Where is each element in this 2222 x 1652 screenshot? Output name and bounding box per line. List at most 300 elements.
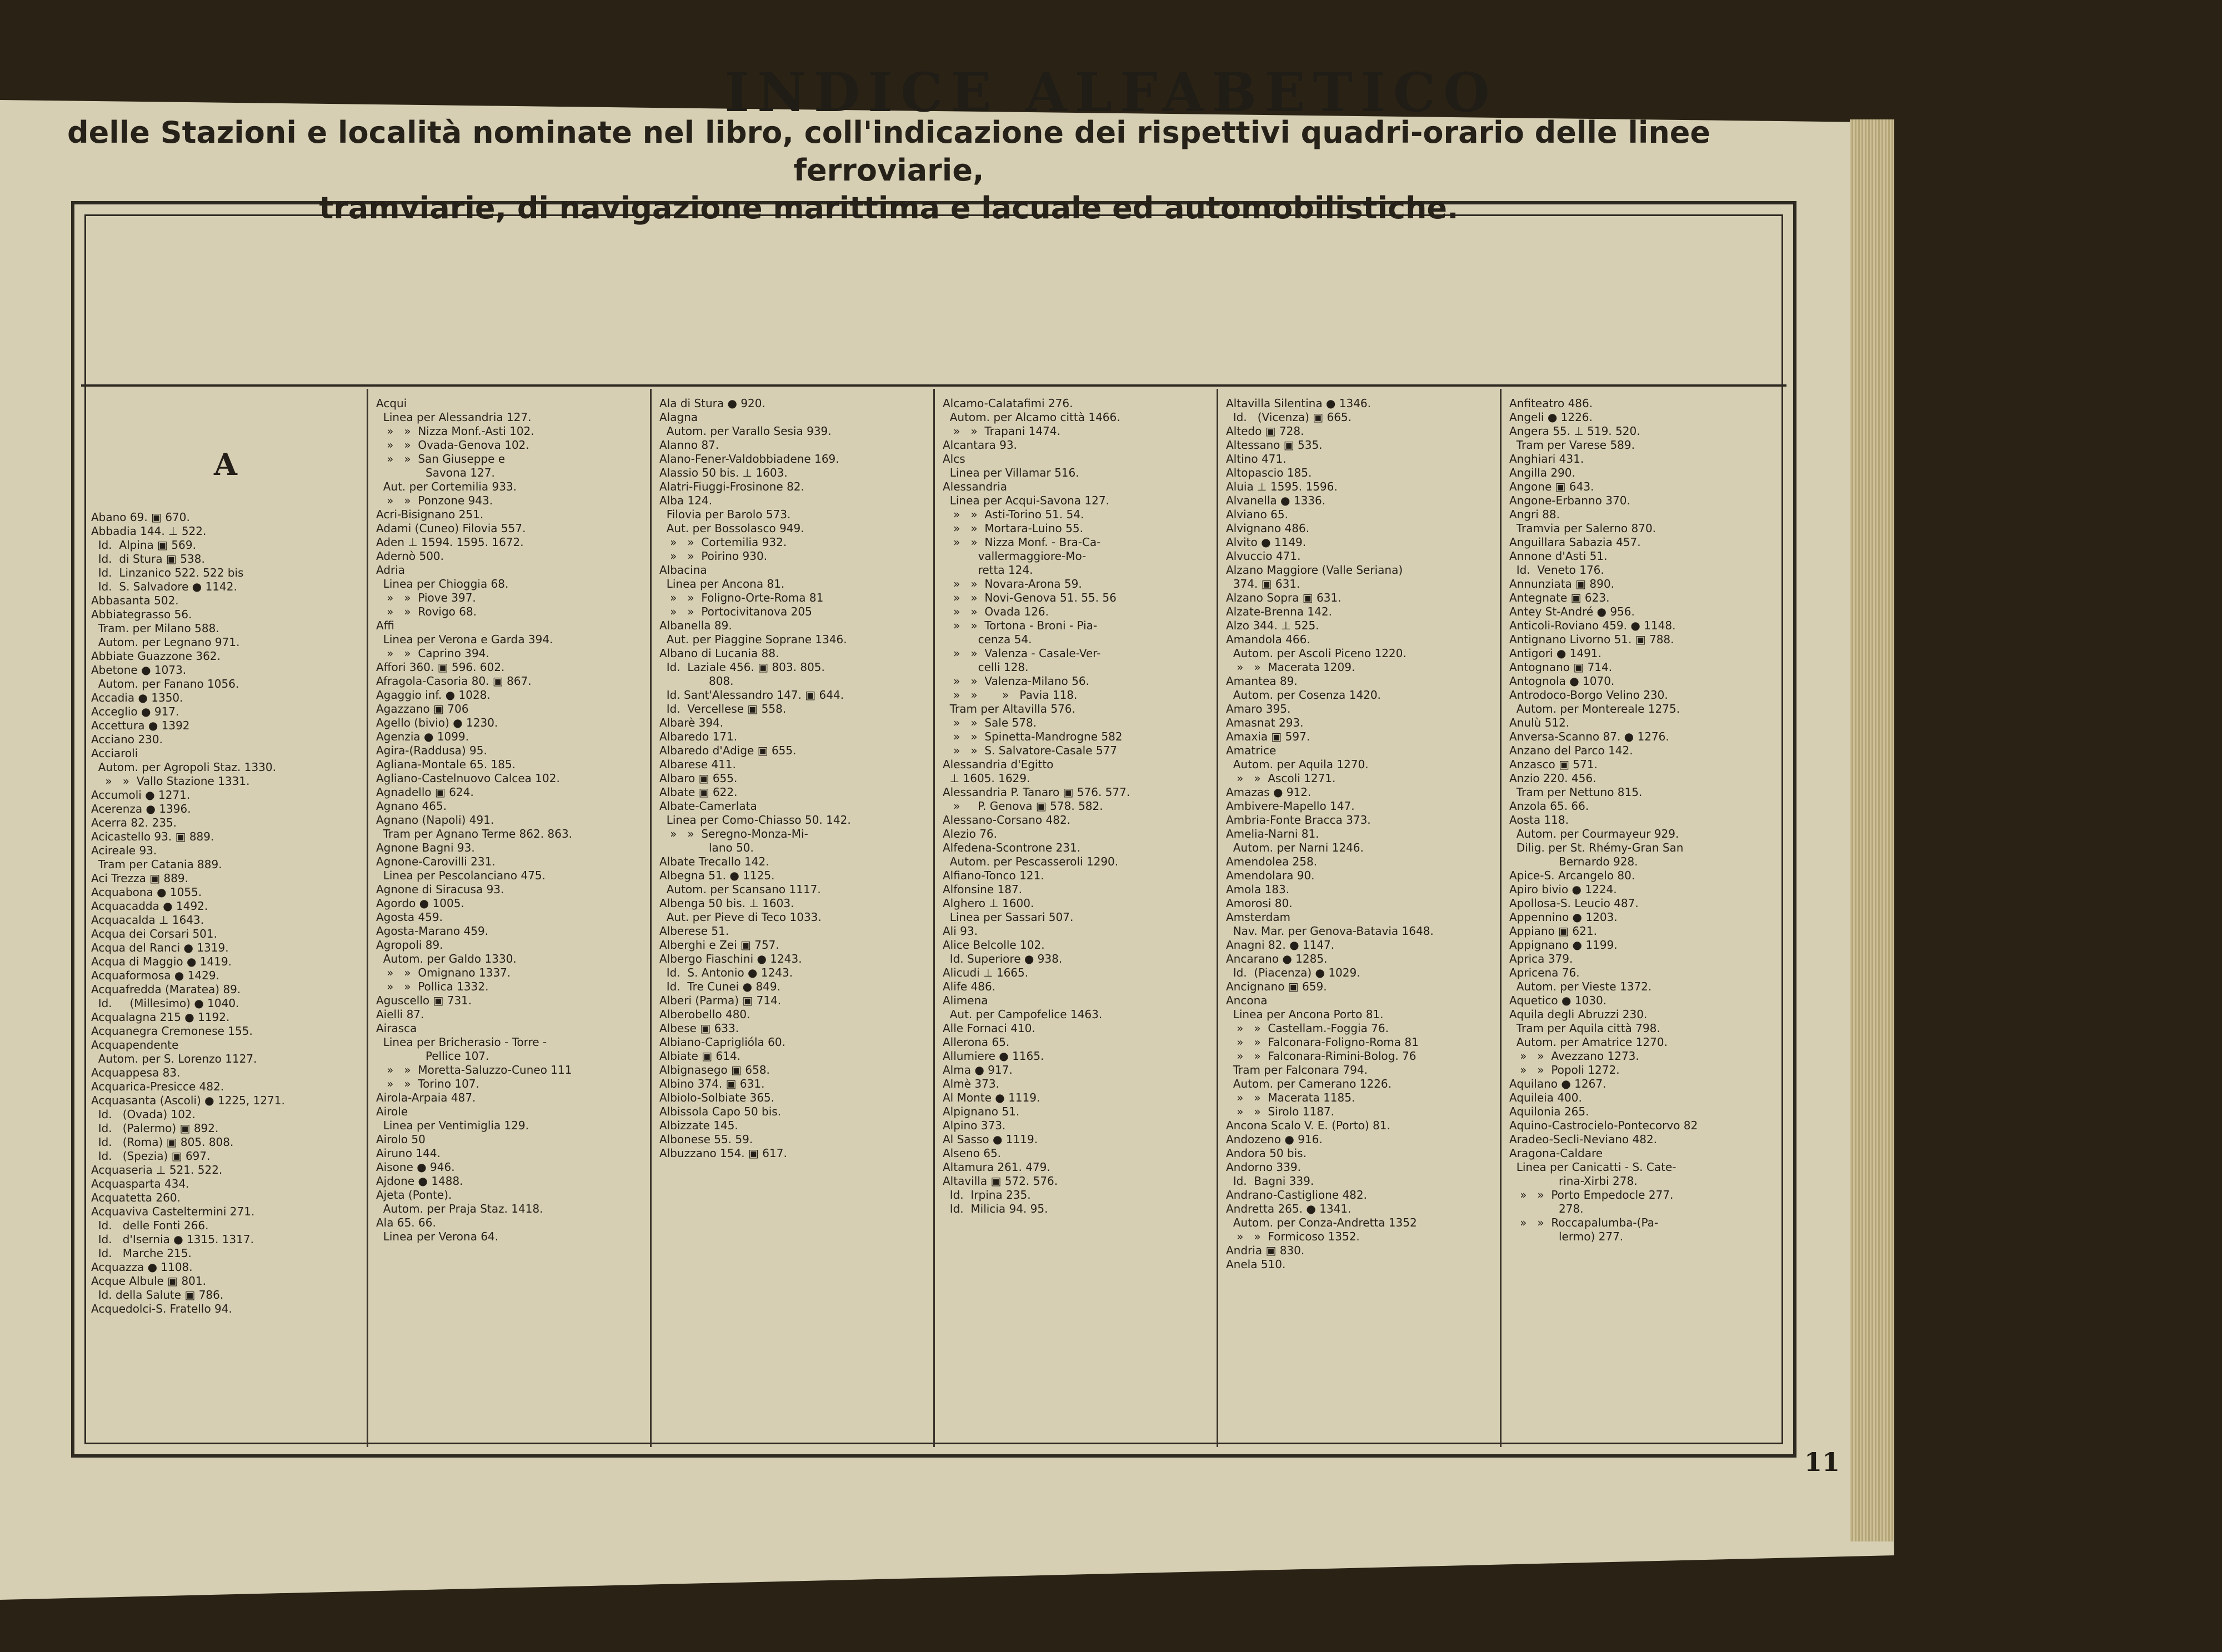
index-entry: Tram per Nettuno 815. [1509,785,1643,799]
index-entry: Alfiano-Tonco 121. [943,869,1044,882]
index-entry: Annunziata ▣ 890. [1509,577,1614,590]
index-entry: Acqui [376,397,407,410]
index-entry: Alviano 65. [1226,508,1288,521]
index-entry: Ambria-Fonte Bracca 373. [1226,813,1371,827]
index-entry: Tram. per Milano 588. [91,622,219,635]
index-entry: » » Valenza-Milano 56. [943,674,1089,688]
index-entry: Acqua di Maggio ● 1419. [91,955,232,968]
index-entry: Acqualagna 215 ● 1192. [91,1010,230,1024]
index-entry: Alghero ⊥ 1600. [943,897,1034,910]
index-entry: Albiano-Capriglióla 60. [659,1035,785,1049]
index-entry: Ala di Stura ● 920. [659,397,765,410]
index-entry: Apice-S. Arcangelo 80. [1509,869,1635,882]
index-entry: Antey St-André ● 956. [1509,605,1635,618]
index-entry: Id. S. Antonio ● 1243. [659,966,793,979]
index-entry: Alle Fornaci 410. [943,1022,1035,1035]
index-entry: » » Trapani 1474. [943,424,1060,438]
index-entry: Anversa-Scanno 87. ● 1276. [1509,730,1669,743]
index-title: INDICE ALFABETICO [724,61,1498,124]
index-entry: Allerona 65. [943,1035,1010,1049]
index-entry: vallermaggiore-Mo- [943,549,1087,563]
index-entry: » » Nizza Monf.-Asti 102. [376,424,534,438]
index-entry: Altino 471. [1226,452,1287,465]
index-entry: lano 50. [659,841,754,854]
index-entry: Acquacadda ● 1492. [91,899,208,913]
index-entry: Alseno 65. [943,1147,1002,1160]
index-entry: Alfedena-Scontrone 231. [943,841,1081,854]
index-entry: Andorno 339. [1226,1160,1301,1174]
index-entry: Autom. per Ascoli Piceno 1220. [1226,647,1407,660]
index-entry: Id. S. Salvadore ● 1142. [91,580,237,593]
index-entry: Aradeo-Secli-Neviano 482. [1509,1133,1658,1146]
index-entry: Altessano ▣ 535. [1226,438,1323,452]
index-entry: Acquaseria ⊥ 521. 522. [91,1163,223,1177]
index-entry: Albese ▣ 633. [659,1022,739,1035]
index-entry: Acquasanta (Ascoli) ● 1225, 1271. [91,1094,285,1107]
index-entry: Appennino ● 1203. [1509,910,1618,924]
index-entry: Agnone Bagni 93. [376,841,475,854]
index-entry: Alvuccio 471. [1226,549,1301,563]
index-entry: Bernardo 928. [1509,855,1638,868]
index-entry: Adria [376,563,406,577]
index-column-1 [83,389,367,1447]
index-entry: Amandola 466. [1226,633,1310,646]
index-entry: Amsterdam [1226,910,1291,924]
index-entry: Apiro bivio ● 1224. [1509,883,1617,896]
index-entry: » » Ovada-Genova 102. [376,438,529,452]
index-column-4 [933,389,1217,1447]
index-entry: Accettura ● 1392 [91,719,190,732]
subtitle-line-1: delle Stazioni e località nominate nel libro, coll'indicazione dei rispettivi quadri-orario delle linee ferroviarie, [67,115,1711,188]
index-entry: » » » Pavia 118. [943,688,1078,702]
index-entry: Albenga 50 bis. ⊥ 1603. [659,897,794,910]
index-entry: Altavilla Silentina ● 1346. [1226,397,1371,410]
index-entry: Abetone ● 1073. [91,663,187,677]
index-entry: Acquapendente [91,1038,179,1052]
index-entry: cenza 54. [943,633,1032,646]
index-entry: Abano 69. ▣ 670. [91,510,190,524]
index-entry: Allumiere ● 1165. [943,1049,1044,1063]
index-entry: Albegna 51. ● 1125. [659,869,775,882]
index-entry: Amatrice [1226,744,1277,757]
index-entry: Angilla 290. [1509,466,1575,479]
index-entry: Autom. per Aquila 1270. [1226,758,1369,771]
index-entry: Autom. per Galdo 1330. [376,952,517,965]
index-entry: Id. Superiore ● 938. [943,952,1063,965]
index-entry: Id. Tre Cunei ● 849. [659,980,780,993]
subtitle-line-2: tramviarie, di navigazione marittima e lacuale ed automobilistiche. [319,191,1459,226]
index-entry: » » Moretta-Saluzzo-Cuneo 111 [376,1063,572,1077]
index-entry: Abbiategrasso 56. [91,608,192,621]
index-entry: ⊥ 1605. 1629. [943,772,1030,785]
index-entry: Albiolo-Solbiate 365. [659,1091,775,1104]
index-entry: Aut. per Piaggine Soprane 1346. [659,633,847,646]
index-entry: Albate ▣ 622. [659,785,738,799]
index-entry: Ancignano ▣ 659. [1226,980,1327,993]
index-entry: Id. Sant'Alessandro 147. ▣ 644. [659,688,844,702]
index-entry: Id. (Ovada) 102. [91,1108,196,1121]
index-entry: Anela 510. [1226,1258,1286,1271]
index-subtitle [33,114,1744,227]
index-entry: Alessandria [943,480,1008,493]
index-entry: Agnone di Siracusa 93. [376,883,504,896]
index-entry: Amaxia ▣ 597. [1226,730,1310,743]
index-entry: Acque Albule ▣ 801. [91,1274,206,1288]
index-entry: Alpino 373. [943,1119,1006,1132]
index-entry: Albarè 394. [659,716,724,729]
index-entry: Acri-Bisignano 251. [376,508,484,521]
index-entry: » » Ovada 126. [943,605,1049,618]
index-columns [83,389,1783,1447]
index-entry: Aquileia 400. [1509,1091,1582,1104]
index-entry: » » Valenza - Casale-Ver- [943,647,1101,660]
index-entry: Id. Alpina ▣ 569. [91,538,196,552]
index-entry: Autom. per Courmayeur 929. [1509,827,1679,840]
index-entry: rina-Xirbi 278. [1509,1174,1638,1188]
index-entry: Autom. per Cosenza 1420. [1226,688,1381,702]
index-entry: Id. delle Fonti 266. [91,1219,209,1232]
index-entry: Acquabona ● 1055. [91,885,202,899]
index-entry: Acquazza ● 1108. [91,1260,193,1274]
index-entry: » » Avezzano 1273. [1509,1049,1639,1063]
index-entry: Tram per Altavilla 576. [943,702,1075,715]
index-entry: Agliana-Montale 65. 185. [376,758,516,771]
index-entry: Albano di Lucania 88. [659,647,779,660]
index-entry: Andria ▣ 830. [1226,1244,1305,1257]
index-entry: Alicudi ⊥ 1665. [943,966,1029,979]
index-entry: Alano-Fener-Valdobbiadene 169. [659,452,839,465]
index-entry: Alberghi e Zei ▣ 757. [659,938,779,952]
index-entry: Autom. per Agropoli Staz. 1330. [91,760,276,774]
index-entry: Amendolara 90. [1226,869,1315,882]
index-entry: Albizzate 145. [659,1119,738,1132]
index-entry: Antignano Livorno 51. ▣ 788. [1509,633,1674,646]
index-entry: Id. (Palermo) ▣ 892. [91,1122,219,1135]
index-entry: Acceglio ● 917. [91,705,179,718]
index-entry: Id. di Stura ▣ 538. [91,552,205,565]
index-entry: Autom. per Camerano 1226. [1226,1077,1392,1090]
title-rule [81,384,1786,387]
index-entry: Filovia per Barolo 573. [659,508,791,521]
index-entry: Acicastello 93. ▣ 889. [91,830,214,843]
index-entry: Id. Linzanico 522. 522 bis [91,566,244,579]
index-entry: Aquetico ● 1030. [1509,994,1607,1007]
index-entry: Ajdone ● 1488. [376,1174,463,1188]
index-entry: Annone d'Asti 51. [1509,549,1608,563]
index-entry: Appignano ● 1199. [1509,938,1618,952]
index-entry: Aut. per Campofelice 1463. [943,1008,1103,1021]
index-entry: Alba 124. [659,494,713,507]
index-column-5 [1217,389,1500,1447]
index-entry: 808. [659,674,734,688]
index-entry: » » Ascoli 1271. [1226,772,1336,785]
index-entry: Agnano (Napoli) 491. [376,813,494,827]
index-entry: Antegnate ▣ 623. [1509,591,1610,604]
index-entry: Linea per Como-Chiasso 50. 142. [659,813,851,827]
index-entry: Acireale 93. [91,844,157,857]
index-entry: Airuno 144. [376,1147,441,1160]
index-entry: Linea per Villamar 516. [943,466,1079,479]
index-entry: Agordo ● 1005. [376,897,464,910]
index-entry: Apricena 76. [1509,966,1580,979]
index-entry: Linea per Canicatti - S. Cate- [1509,1160,1676,1174]
index-entry: Angone ▣ 643. [1509,480,1594,493]
index-entry: Alice Belcolle 102. [943,938,1045,952]
index-entry: » » S. Salvatore-Casale 577 [943,744,1118,757]
index-entry: » » Foligno-Orte-Roma 81 [659,591,824,604]
index-entry: » » Roccapalumba-(Pa- [1509,1216,1659,1229]
index-entry: Nav. Mar. per Genova-Batavia 1648. [1226,924,1434,938]
index-entry: » » Asti-Torino 51. 54. [943,508,1084,521]
index-entry: Aguscello ▣ 731. [376,994,472,1007]
index-entry: Ancona Scalo V. E. (Porto) 81. [1226,1119,1390,1132]
index-entry: Andretta 265. ● 1341. [1226,1202,1352,1215]
index-entry: Id. (Vicenza) ▣ 665. [1226,411,1352,424]
index-entry: Ancona [1226,994,1268,1007]
index-entry: Abbadia 144. ⊥ 522. [91,524,207,538]
index-entry: Autom. per Narni 1246. [1226,841,1364,854]
index-entry: Linea per Ancona 81. [659,577,785,590]
index-entry: » » Falconara-Foligno-Roma 81 [1226,1035,1419,1049]
index-entry: Alberese 51. [659,924,729,938]
index-entry: Alzano Maggiore (Valle Seriana) [1226,563,1403,577]
index-entry: Alagna [659,411,698,424]
index-entry: » » Popoli 1272. [1509,1063,1620,1077]
index-entry: Albaredo d'Adige ▣ 655. [659,744,797,757]
index-entry: Ala 65. 66. [376,1216,436,1229]
index-entry: Id. Marche 215. [91,1246,192,1260]
index-entry: Angera 55. ⊥ 519. 520. [1509,424,1640,438]
index-entry: Agropoli 89. [376,938,443,952]
index-entry: Albiate ▣ 614. [659,1049,741,1063]
index-entry: » » Seregno-Monza-Mi- [659,827,808,840]
index-entry: Albanella 89. [659,619,732,632]
index-entry: Ambivere-Mapello 147. [1226,799,1355,813]
index-entry: Id. Vercellese ▣ 558. [659,702,787,715]
index-entry: Alassio 50 bis. ⊥ 1603. [659,466,788,479]
index-entry: Acqua del Ranci ● 1319. [91,941,229,954]
index-entry: Autom. per Praja Staz. 1418. [376,1202,543,1215]
index-entry: » » Macerata 1209. [1226,660,1355,674]
index-entry: » » Rovigo 68. [376,605,477,618]
index-entry: Tram per Falconara 794. [1226,1063,1368,1077]
index-entry: Autom. per Legnano 971. [91,635,240,649]
index-entry: Aci Trezza ▣ 889. [91,872,188,885]
index-entry: Agosta 459. [376,910,443,924]
index-entry: Linea per Ventimiglia 129. [376,1119,529,1132]
index-entry: Albaro ▣ 655. [659,772,738,785]
index-entry: Amaro 395. [1226,702,1291,715]
index-entry: Tram per Agnano Terme 862. 863. [376,827,573,840]
index-entry: Aut. per Cortemilia 933. [376,480,517,493]
index-entry: Albergo Fiaschini ● 1243. [659,952,802,965]
index-entry: » » Novara-Arona 59. [943,577,1082,590]
index-entry: Alcs [943,452,965,465]
index-entry: Tram per Varese 589. [1509,438,1635,452]
index-entry: Acquasparta 434. [91,1177,189,1190]
index-entry: Acqua dei Corsari 501. [91,927,217,940]
index-entry: Agazzano ▣ 706 [376,702,469,715]
index-entry: Autom. per Fanano 1056. [91,677,239,690]
index-entry: Linea per Bricherasio - Torre - [376,1035,547,1049]
index-entry: Anghiari 431. [1509,452,1584,465]
index-entry: Altedo ▣ 728. [1226,424,1304,438]
index-entry: Affori 360. ▣ 596. 602. [376,660,505,674]
index-entry: » » Piove 397. [376,591,476,604]
index-entry: Acquappesa 83. [91,1066,181,1079]
index-entry: » » Porto Empedocle 277. [1509,1188,1674,1202]
index-entry: Afragola-Casoria 80. ▣ 867. [376,674,532,688]
index-entry: Antognano ▣ 714. [1509,660,1613,674]
index-entry: Alfonsine 187. [943,883,1023,896]
index-entry: Airolo 50 [376,1133,426,1146]
index-entry: Amasnat 293. [1226,716,1304,729]
index-entry: Aragona-Caldare [1509,1147,1603,1160]
index-entry: Ali 93. [943,924,978,938]
index-entry: Adernò 500. [376,549,444,563]
index-entry: Aprica 379. [1509,952,1573,965]
index-entry: Altamura 261. 479. [943,1160,1050,1174]
index-entry: Linea per Alessandria 127. [376,411,532,424]
index-entry: Acquatetta 260. [91,1191,181,1204]
index-entry: Acquarica-Presicce 482. [91,1080,224,1093]
index-entry: Autom. per Scansano 1117. [659,883,821,896]
index-entry: Pellice 107. [376,1049,489,1063]
index-entry: Acquedolci-S. Fratello 94. [91,1302,232,1315]
index-entry: Id. Milicia 94. 95. [943,1202,1048,1215]
index-entry: Adami (Cuneo) Filovia 557. [376,522,526,535]
index-entry: Anzola 65. 66. [1509,799,1589,813]
index-entry: Linea per Verona 64. [376,1230,499,1243]
index-entry: Andora 50 bis. [1226,1147,1307,1160]
index-entry: Alma ● 917. [943,1063,1013,1077]
index-entry: » » Nizza Monf. - Bra-Ca- [943,535,1101,549]
index-entry: Autom. per S. Lorenzo 1127. [91,1052,257,1065]
index-entry: Acquafredda (Maratea) 89. [91,983,241,996]
index-entry: Id. (Roma) ▣ 805. 808. [91,1135,234,1149]
index-entry: Autom. per Conza-Andretta 1352 [1226,1216,1417,1229]
index-entry: Aquilonia 265. [1509,1105,1589,1118]
index-entry: Linea per Verona e Garda 394. [376,633,553,646]
index-entry: Abbasanta 502. [91,594,179,607]
index-entry: Linea per Acqui-Savona 127. [943,494,1109,507]
index-entry: Albuzzano 154. ▣ 617. [659,1147,787,1160]
index-entry: Anagni 82. ● 1147. [1226,938,1335,952]
index-entry: Agosta-Marano 459. [376,924,489,938]
index-entry: Autom. per Varallo Sesia 939. [659,424,832,438]
index-entry: Acquanegra Cremonese 155. [91,1024,253,1038]
index-entry: Acerra 82. 235. [91,816,177,829]
index-entry: Angri 88. [1509,508,1560,521]
index-entry: Accadia ● 1350. [91,691,183,704]
index-entry: Alvanella ● 1336. [1226,494,1326,507]
index-entry: » » Vallo Stazione 1331. [91,774,250,788]
index-entry: » » Tortona - Broni - Pia- [943,619,1098,632]
index-entry: Alife 486. [943,980,996,993]
index-entry: Alessano-Corsano 482. [943,813,1071,827]
index-entry: Agnano 465. [376,799,447,813]
index-entry: Alberi (Parma) ▣ 714. [659,994,782,1007]
index-entry: Tramvia per Salerno 870. [1509,522,1657,535]
index-entry: Linea per Ancona Porto 81. [1226,1008,1384,1021]
index-entry: Amendolea 258. [1226,855,1318,868]
index-entry: » » Sale 578. [943,716,1037,729]
index-entry: Airola-Arpaia 487. [376,1091,476,1104]
index-entry: Alzate-Brenna 142. [1226,605,1332,618]
index-entry: » » Falconara-Rimini-Bolog. 76 [1226,1049,1417,1063]
index-entry: 278. [1509,1202,1584,1215]
index-entry: Aosta 118. [1509,813,1569,827]
index-entry: Almè 373. [943,1077,999,1090]
index-entry: celli 128. [943,660,1029,674]
index-entry: » » Mortara-Luino 55. [943,522,1083,535]
index-entry: Agliano-Castelnuovo Calcea 102. [376,772,560,785]
index-entry: Anfiteatro 486. [1509,397,1593,410]
index-entry: Andozeno ● 916. [1226,1133,1323,1146]
index-entry: » » Torino 107. [376,1077,479,1090]
index-entry: Aut. per Bossolasco 949. [659,522,804,535]
index-entry: » » Pollica 1332. [376,980,489,993]
index-entry: Linea per Pescolanciano 475. [376,869,546,882]
index-entry: Acquaviva Casteltermini 271. [91,1205,255,1218]
index-entry: Anzio 220. 456. [1509,772,1597,785]
index-entry: Accumoli ● 1271. [91,788,191,802]
index-entry: Anzasco ▣ 571. [1509,758,1598,771]
section-letter: A [214,447,237,482]
index-entry: Altopascio 185. [1226,466,1312,479]
index-entry: Antognola ● 1070. [1509,674,1615,688]
index-entry: 374. ▣ 631. [1226,577,1300,590]
index-entry: Linea per Sassari 507. [943,910,1074,924]
index-entry: » » Formicoso 1352. [1226,1230,1360,1243]
index-entry: Alessandria d'Egitto [943,758,1054,771]
index-entry: Albarese 411. [659,758,736,771]
index-entry: Id. (Millesimo) ● 1040. [91,997,239,1010]
index-entry: Al Monte ● 1119. [943,1091,1040,1104]
index-entry: Aut. per Pieve di Teco 1033. [659,910,822,924]
index-entry: Altavilla ▣ 572. 576. [943,1174,1058,1188]
index-entry: Aluia ⊥ 1595. 1596. [1226,480,1338,493]
index-entry: » » Ponzone 943. [376,494,493,507]
index-entry: Alessandria P. Tanaro ▣ 576. 577. [943,785,1130,799]
index-entry: Autom. per Montereale 1275. [1509,702,1680,715]
index-entry: Apollosa-S. Leucio 487. [1509,897,1639,910]
index-entry: » » Castellam.-Foggia 76. [1226,1022,1389,1035]
index-entry: » » Macerata 1185. [1226,1091,1355,1104]
index-entry: Alvignano 486. [1226,522,1310,535]
index-entry: Albino 374. ▣ 631. [659,1077,765,1090]
index-entry: Alvito ● 1149. [1226,535,1307,549]
index-entry: Aquila degli Abruzzi 230. [1509,1008,1648,1021]
index-entry: » » Poirino 930. [659,549,768,563]
index-entry: Acquacalda ⊥ 1643. [91,913,204,927]
index-entry: Alzano Sopra ▣ 631. [1226,591,1342,604]
index-column-6 [1500,389,1783,1447]
index-entry: Alezio 76. [943,827,997,840]
index-entry: Angone-Erbanno 370. [1509,494,1630,507]
index-entry: Alpignano 51. [943,1105,1020,1118]
index-entry: Andrano-Castiglione 482. [1226,1188,1367,1202]
index-entry: Id. d'Isernia ● 1315. 1317. [91,1233,254,1246]
index-entry: Id. (Piacenza) ● 1029. [1226,966,1360,979]
index-entry: Alanno 87. [659,438,719,452]
index-entry: Anguillara Sabazia 457. [1509,535,1641,549]
index-entry: » » Omignano 1337. [376,966,511,979]
index-entry: Albonese 55. 59. [659,1133,753,1146]
index-entry: Aisone ● 946. [376,1160,455,1174]
index-entry: » » Novi-Genova 51. 55. 56 [943,591,1117,604]
index-entry: Alcantara 93. [943,438,1017,452]
